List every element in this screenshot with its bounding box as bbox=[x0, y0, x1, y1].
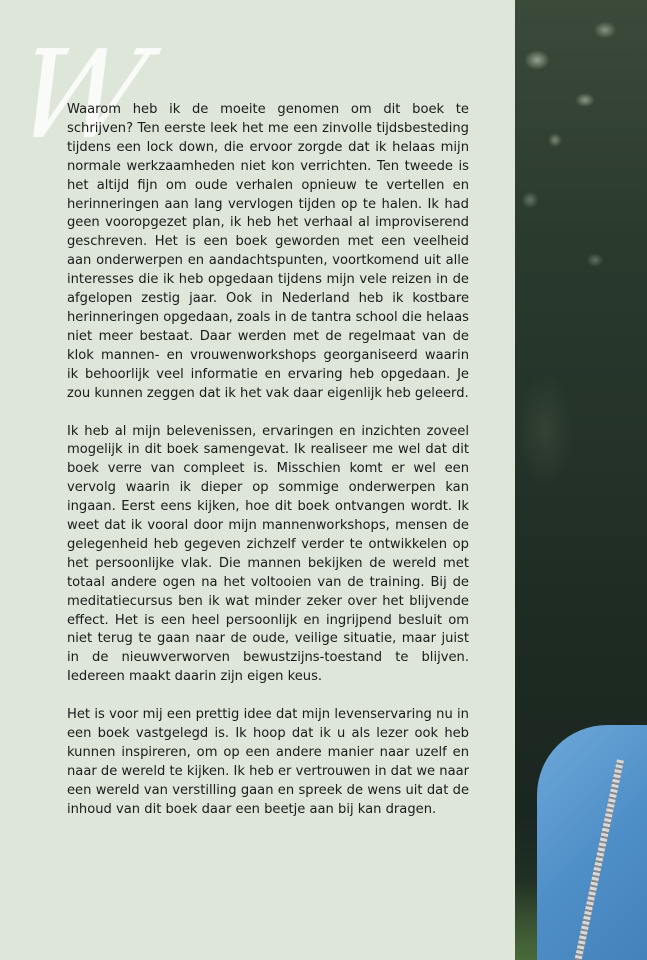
decorative-initial: W bbox=[2, 24, 153, 166]
paragraph-1: Waarom heb ik de moeite genomen om dit boek te schrijven? Ten eerste leek het me een zinvolle tijdsbesteding tijdens een lock down, die ervoor zorgde dat ik helaas mijn normale werkzaamheden niet kon verrichten. Ten tweede is het altijd fijn om oude verhalen opnieuw te vertellen en herinneringen aan lang vervlogen tijden op te halen. Ik had geen vooropgezet plan, ik heb het verhaal al improviserend geschreven. Het is een boek geworden met een veelheid aan onderwerpen en aandachtspunten, voortkomend uit alle interesses die ik heb opgedaan tijdens mijn vele reizen in de afgelopen zestig jaar. Ook in Nederland heb ik kostbare herinneringen opgedaan, zoals in de tantra school die helaas niet meer bestaat. Daar werden met de regelmaat van de klok mannen- en vrouwenworkshops georganiseerd waarin ik behoorlijk veel informatie en ervaring heb opgedaan. Je zou kunnen zeggen dat ik het vak daar eigenlijk heb geleerd. bbox=[67, 102, 469, 401]
body-text bbox=[67, 101, 469, 839]
paragraph-3: Het is voor mij een prettig idee dat mijn levenservaring nu in een boek vastgelegd is. Ik hoop dat ik u als lezer ook heb kunnen inspireren, om op een andere manier naar uzelf en naar de wereld te kijken. Ik heb er vertrouwen in dat we naar een wereld van verstilling gaan en spreek de wens uit dat de inhoud van dit boek daar een beetje aan bij kan dragen. bbox=[67, 707, 469, 817]
blue-jacket bbox=[537, 725, 647, 960]
paragraph-2: Ik heb al mijn belevenissen, ervaringen en inzichten zoveel mogelijk in dit boek samengevat. Ik realiseer me wel dat dit boek verre van compleet is. Misschien komt er wel een vervolg waarin ik dieper op sommige onderwerpen kan ingaan. Eerst eens kijken, hoe dit boek ontvangen wordt. Ik weet dat ik vooral door mijn mannenworkshops, mensen de gelegenheid heb gegeven zichzelf verder te ontwikkelen op het persoonlijke vlak. Die mannen bekijken de wereld met totaal andere ogen na het voltooien van de training. Bij de meditatiecursus ben ik wat minder zeker over het blijvende effect. Het is een heel persoonlijk en ingrijpend besluit om niet terug te gaan naar de oude, veilige situatie, maar juist in de nieuwverworven bewustzijns-toestand te blijven. Iedereen maakt daarin zijn eigen keus. bbox=[67, 423, 469, 685]
portrait-photo bbox=[515, 0, 647, 960]
